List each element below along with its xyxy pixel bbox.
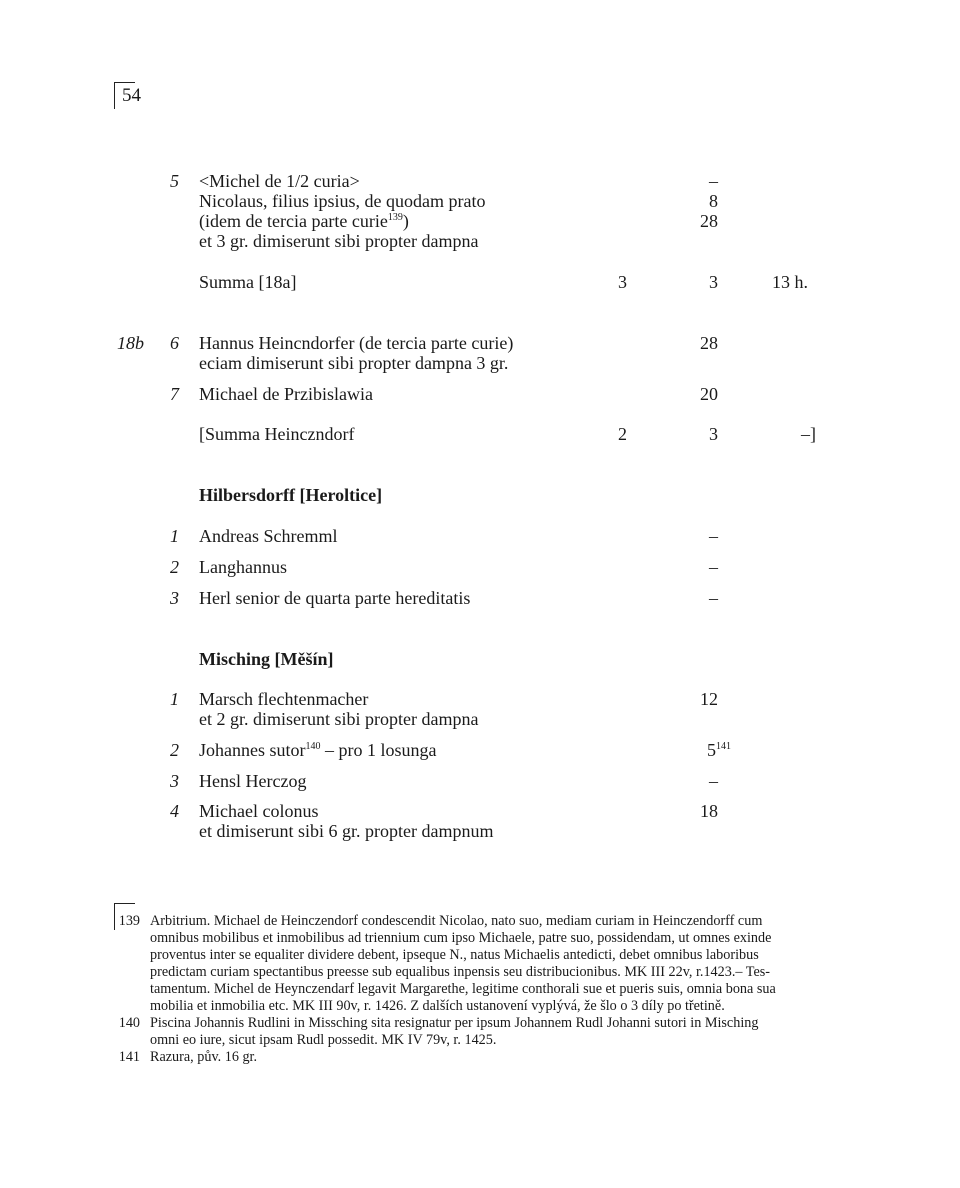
entry-line: Hannus Heincndorfer (de tercia parte curie) [199, 333, 514, 353]
entry-value: 28 [700, 333, 718, 353]
entry-number: 1 [170, 526, 179, 546]
entry-number: 5 [170, 171, 179, 191]
entry-line: Johannes sutor$^{140}$ – pro 1 losunga [199, 740, 437, 760]
entry-value: – [709, 526, 718, 546]
entry-line: Michael colonus [199, 801, 319, 821]
entry-number: 2 [170, 740, 179, 760]
summa-value-2: 3 [709, 272, 718, 292]
entry-line: Langhannus [199, 557, 287, 577]
page-number: 54 [122, 85, 141, 106]
footnote-line: Razura, pův. 16 gr. [150, 1049, 258, 1065]
entry-line: Nicolaus, filius ipsius, de quodam prato [199, 191, 486, 211]
entry-line: Andreas Schremml [199, 526, 338, 546]
entry-line: <Michel de 1/2 curia> [199, 171, 360, 191]
summa-value-1: 2 [618, 424, 627, 444]
summa-value-3: 13 h. [772, 272, 808, 292]
footnote-line: tamentum. Michel de Heynczendarf legavit Margarethe, legitime conthorali sue et pueris suis, omnia bona sua [150, 981, 776, 997]
entry-value: 12 [700, 689, 718, 709]
entry-line: (idem de tercia parte curie$^{139}$) [199, 211, 409, 231]
entry-number: 2 [170, 557, 179, 577]
footnote-line: predictam curiam spectantibus preesse sub equalibus inpensis seu distribucionibus. MK III 22v, r.1423.– Tes- [150, 964, 770, 980]
summa-label: Summa [18a] [199, 272, 297, 292]
footnote-number: 140 [118, 1015, 140, 1031]
entry-value: 28 [700, 211, 718, 231]
entry-value: 20 [700, 384, 718, 404]
entry-value: – [709, 171, 718, 191]
summa-label: [Summa Heinczndorf [199, 424, 355, 444]
summa-value-1: 3 [618, 272, 627, 292]
entry-number: 4 [170, 801, 179, 821]
entry-line: et dimiserunt sibi 6 gr. propter dampnum [199, 821, 494, 841]
section-heading: Misching [Měšín] [199, 649, 334, 669]
entry-value: – [709, 557, 718, 577]
footnote-number: 139 [118, 913, 140, 929]
footnote-line: omni eo iure, sicut ipsam Rudl possedit. MK IV 79v, r. 1425. [150, 1032, 497, 1048]
entry-value: – [709, 588, 718, 608]
entry-number: 6 [170, 333, 179, 353]
entry-line: Herl senior de quarta parte hereditatis [199, 588, 471, 608]
footnote-ref: 141 [716, 741, 731, 752]
footnote-line: mobilia et inmobilia etc. MK III 90v, r. 1426. Z dalších ustanovení vyplývá, že šlo o 3 díly po třetině. [150, 998, 725, 1014]
entry-line: et 2 gr. dimiserunt sibi propter dampna [199, 709, 479, 729]
section-heading: Hilbersdorff [Heroltice] [199, 485, 383, 505]
entry-line: Michael de Przibislawia [199, 384, 373, 404]
footnote-line: Arbitrium. Michael de Heinczendorf condescendit Nicolao, nato suo, mediam curiam in Heinczendorff cum [150, 913, 763, 929]
footnote-ref: 140 [305, 741, 321, 752]
entry-value: – [709, 771, 718, 791]
footnote-ref: 139 [387, 212, 403, 223]
entry-number: 7 [170, 384, 179, 404]
entry-number: 3 [170, 588, 179, 608]
entry-line: et 3 gr. dimiserunt sibi propter dampna [199, 231, 479, 251]
footnote-line: proventus inter se equaliter dividere debent, ipseque N., natus Michaelis antedicti, debet omnibus laboribus [150, 947, 759, 963]
summa-value-3: –] [801, 424, 816, 444]
entry-value: 8 [709, 191, 718, 211]
footnote-line: omnibus mobilibus et inmobilibus ad triennium cum ipso Michaele, patre suo, possidendam, ut omnes exinde [150, 930, 772, 946]
entry-number: 3 [170, 771, 179, 791]
footnote-number: 141 [118, 1049, 140, 1065]
entry-value: $5^{141}$ [707, 740, 731, 760]
entry-line: eciam dimiserunt sibi propter dampna 3 gr. [199, 353, 509, 373]
entry-number: 1 [170, 689, 179, 709]
footnote-line: Piscina Johannis Rudlini in Missching sita resignatur per ipsum Johannem Rudl Johanni sutori in Misching [150, 1015, 759, 1031]
entry-line: Marsch flechtenmacher [199, 689, 369, 709]
summa-value-2: 3 [709, 424, 718, 444]
folio-marker: 18b [117, 333, 144, 353]
entry-value: 18 [700, 801, 718, 821]
entry-line: Hensl Herczog [199, 771, 307, 791]
